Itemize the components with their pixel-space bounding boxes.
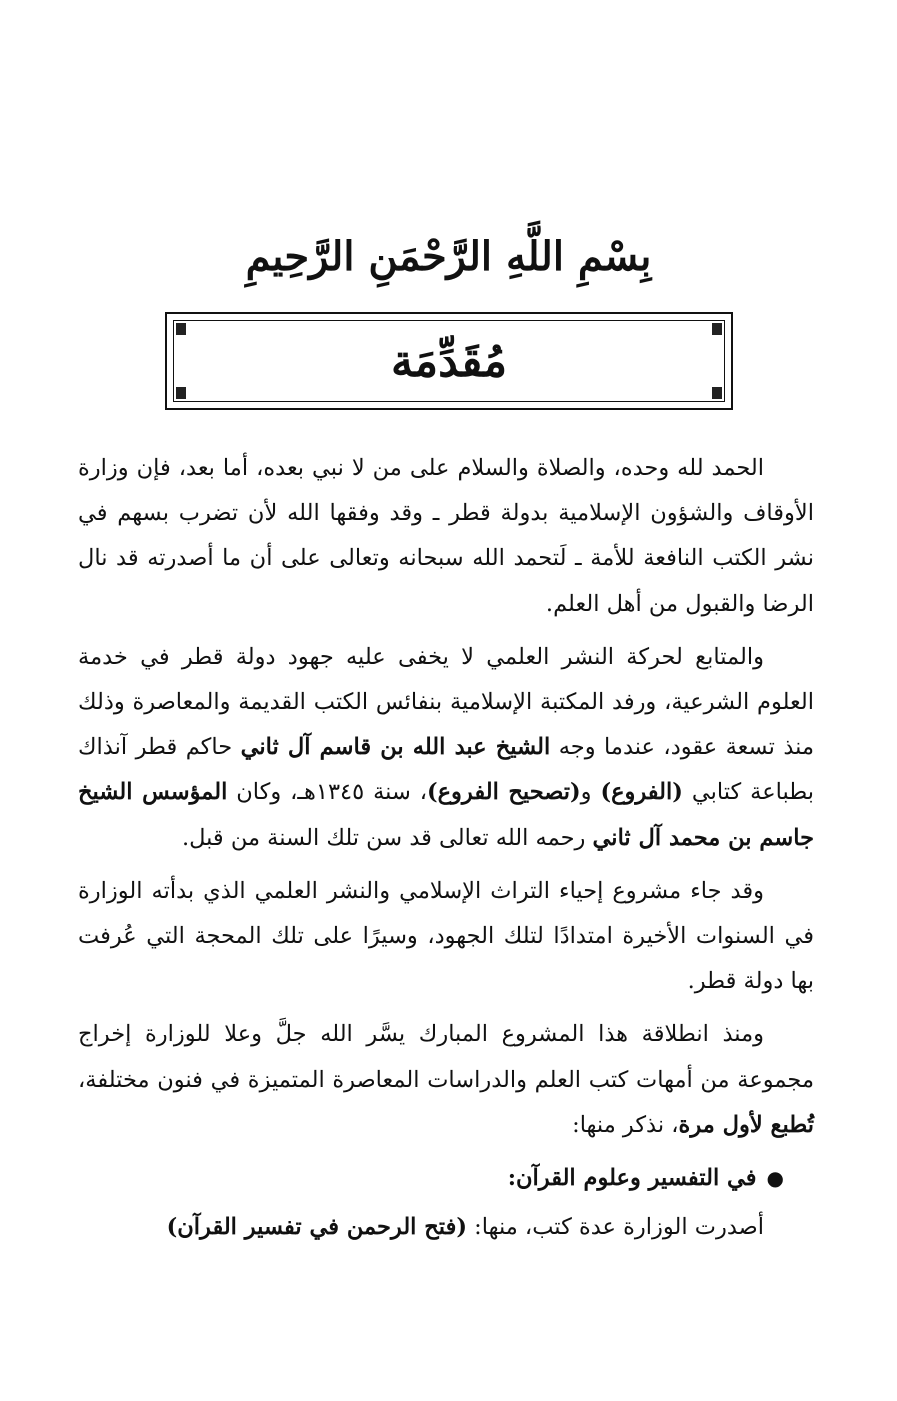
paragraph-2-text: والمتابع لحركة النشر العلمي لا يخفى عليه جهود دولة قطر في خدمة العلوم الشرعية، ورفد المكتبة الإسلامية بنفائس الكتب القديمة والمعاصرة وذلك منذ تسعة عقود، عندما وجه (78, 643, 814, 761)
paragraph-2-text: حاكم قطر آنذاك بطباعة كتابي (78, 734, 814, 806)
paragraph-5-text: أصدرت الوزارة عدة كتب، منها: (466, 1214, 764, 1241)
emphasis-sheikh-abdullah: الشيخ عبد الله بن قاسم آل ثاني (240, 734, 551, 761)
bullet-heading-text: في التفسير وعلوم القرآن: (507, 1165, 757, 1192)
paragraph-2 (78, 635, 814, 861)
book-title-tashih-furu: (تصحيح الفروع) (426, 779, 581, 806)
bullet-dot-icon: ● (766, 1166, 784, 1191)
paragraph-3: وقد جاء مشروع إحياء التراث الإسلامي والنشر العلمي الذي بدأته الوزارة في السنوات الأخيرة امتدادًا لتلك الجهود، وسيرًا على تلك المحجة التي عُرفت بها دولة قطر. (78, 877, 814, 995)
paragraph-5 (78, 1205, 814, 1250)
paragraph-4-text: ومنذ انطلاقة هذا المشروع المبارك يسَّر الله جلَّ وعلا للوزارة إخراج مجموعة من أمهات كتب العلم والدراسات المعاصرة المتميزة في فنون مختلفة، (78, 1021, 814, 1093)
emphasis-founder-jassim: المؤسس الشيخ جاسم بن محمد آل ثاني (78, 779, 814, 851)
bullet-heading (78, 1156, 814, 1201)
section-title: مُقَدِّمَة (390, 336, 508, 387)
book-title-furu: (الفروع) (600, 779, 683, 806)
paragraph-2-text: و (580, 779, 601, 806)
title-frame (165, 312, 733, 410)
paragraph-2-text: ، سنة ١٣٤٥هـ، وكان (227, 779, 427, 806)
body-text (78, 446, 814, 1250)
paragraph-1: الحمد لله وحده، والصلاة والسلام على من لا نبي بعده، أما بعد، فإن وزارة الأوقاف والشؤون الإسلامية بدولة قطر ـ وقد وفقها الله لأن تضرب بسهم في نشر الكتب النافعة للأمة ـ لَتحمد الله سبحانه وتعالى على أن ما أصدرته قد نال الرضا والقبول من أهل العلم. (78, 455, 814, 617)
emphasis-first-print: تُطبع لأول مرة (678, 1111, 814, 1138)
book-title-fath-alrahman: (فتح الرحمن في تفسير القرآن) (166, 1214, 467, 1241)
paragraph-2-text: رحمه الله تعالى قد سن تلك السنة من قبل. (181, 824, 593, 851)
basmala-calligraphy: بِسْمِ اللَّهِ الرَّحْمَنِ الرَّحِيمِ (245, 233, 652, 280)
paragraph-4 (78, 1012, 814, 1148)
paragraph-4-text: ، نذكر منها: (572, 1111, 679, 1138)
